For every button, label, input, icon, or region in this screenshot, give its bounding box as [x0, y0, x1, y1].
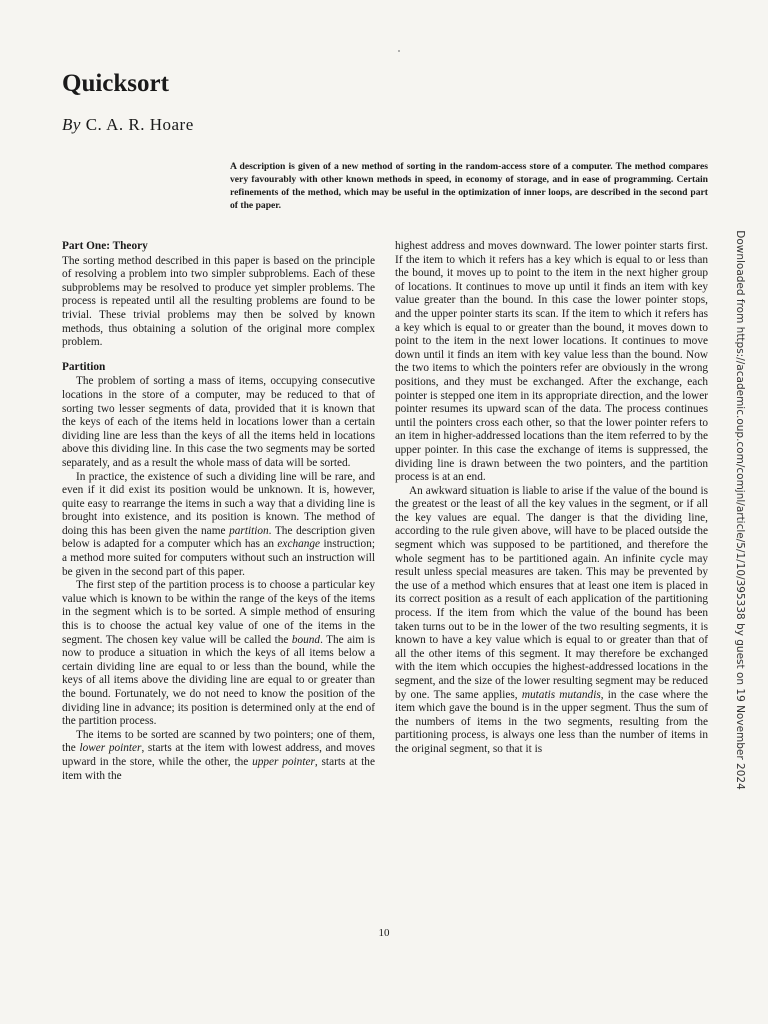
term-upper-pointer: upper pointer	[252, 755, 315, 768]
section-heading-partition: Partition	[62, 360, 106, 373]
text-run: . The description given below is adapted for a computer which has an	[62, 524, 375, 551]
abstract: A description is given of a new method of sorting in the random-access store of a computer. The method compares very favourably with other known methods in speed, in economy of storage, and in ease of programming. Certain refinements of the method, which may be useful in the optimization of inner loops, are described in the second part of the paper.	[230, 161, 708, 211]
download-stamp: Downloaded from https://academic.oup.com/comjnl/article/5/1/10/395338 by guest on 19 November 2024	[734, 230, 746, 790]
paragraph: highest address and moves downward. The lower pointer starts first. If the item to which it refers has a key which is equal to or less than the bound, it moves up to point to the item in the next higher group of locations. It continues to move up until it finds an item with key value greater than the bound. In this case the lower pointer stops, and the upper pointer starts its scan. If the item to which it refers has a key which is equal to or greater than the bound, it moves down to point to the item in the next lower locations. It continues to move down until it finds an item with key value less than the bound. Now the two items to which the pointers refer are obviously in the wrong positions, and they must be exchanged. After the exchange, each pointer is stepped one item in its appropriate direction, and the lower pointer resumes its upward scan of the data. The process continues until the pointers cross each other, so that the lower pointer refers to an item in higher-addressed locations than the item referred to by the upper pointer. In this case the exchange of items is suppressed, the dividing line is drawn between the two pointers, and the partition process is at an end.	[395, 240, 708, 484]
term-partition: partition	[229, 524, 269, 537]
text-run: , starts at the item with lowest address, and moves upward in the store, while the other, the	[62, 742, 375, 768]
left-column	[62, 240, 375, 783]
term-lower-pointer: lower pointer	[79, 742, 142, 755]
text-run: , in the case where the item which gave the bound is in the upper segment. Thus the sum of the numbers of items in the two segments, resulting from the partitioning process, is always one less than the number of items in the original segment, so that it is	[395, 688, 709, 755]
intro-paragraph: The sorting method described in this paper is based on the principle of resolving a problem into two simpler subproblems. Each of these subproblems may be resolved to produce yet simpler problems. The process is repeated until all the resulting problems are found to be trivial. These trivial problems may then be solved by known methods, thus obtaining a solution of the original more complex problem.	[62, 254, 375, 349]
term-exchange: exchange	[277, 538, 321, 551]
text-run: instruction; a method more suited for computers without such an instruction will be given in the second part of this paper.	[62, 538, 375, 578]
term-mutatis-mutandis: mutatis mutandis	[521, 688, 601, 701]
text-run: In practice, the existence of such a dividing line will be rare, and even if it did exist its position would be unknown. It is, however, quite easy to rearrange the items in such a way that a dividing line is brought into existence, and its position is known. The method of doing this has been given the name	[62, 470, 375, 537]
paragraph	[62, 579, 375, 729]
author-line	[62, 115, 194, 135]
text-run: . The aim is now to produce a situation in which the keys of all items below a certain dividing line are equal to or less than the bound, while the keys of all items above the dividing line are equal to or greater than the bound. Fortunately, we do not need to know the position of the dividing line in advance; its position is determined only at the end of the partition process.	[62, 633, 375, 728]
paragraph	[62, 729, 375, 783]
paragraph: The problem of sorting a mass of items, occupying consecutive locations in the store of a computer, may be reduced to that of sorting two lesser segments of data, provided that it is known that the keys of each of the items held in locations lower than a certain dividing line are less than the keys of all the items held in locations above this dividing line. In this case the two segments may be sorted separately, and as a result the whole mass of data will be sorted.	[62, 375, 375, 469]
paragraph	[62, 471, 375, 580]
text-run: The first step of the partition process is to choose a particular key value which is known to be within the range of the keys of the items in the segment which is to be sorted. A simple method of ensuring this is to choose the actual key value of one of the items in the segment. The chosen key value will be called the	[62, 579, 375, 646]
author-prefix: By	[62, 115, 81, 134]
page-number: 10	[378, 927, 390, 939]
speck	[398, 50, 400, 52]
right-column	[395, 240, 708, 757]
term-bound: bound	[291, 633, 321, 646]
paragraph	[395, 485, 708, 757]
text-run: The items to be sorted are scanned by two pointers; one of them, the	[62, 728, 375, 755]
paper-title: Quicksort	[62, 70, 169, 97]
text-run: An awkward situation is liable to arise if the value of the bound is the greatest or the least of all the key values in the segment, or if all the key values are equal. The danger is that the dividing line, according to the rule given above, will have to be placed outside the segment which was supposed to be partitioned, and therefore the whole segment has to be partitioned again. An infinite cycle may result unless special measures are taken. This may be prevented by the use of a method which ensures that at least one item is placed in its correct position as a result of each application of the partitioning process. If the item from which the value of the bound has been taken turns out to be in the lower of the two resulting segments, it is known to have a key value which is equal to or greater than that of all the other items of this segment. It may therefore be exchanged with the item which occupies the highest-addressed locations in the segment, and the size of the lower resulting segment may be reduced by one. The same applies,	[395, 484, 708, 701]
section-heading-theory: Part One: Theory	[62, 240, 148, 252]
text-run: , starts at the item with the	[62, 755, 375, 782]
author-name: C. A. R. Hoare	[85, 115, 194, 134]
